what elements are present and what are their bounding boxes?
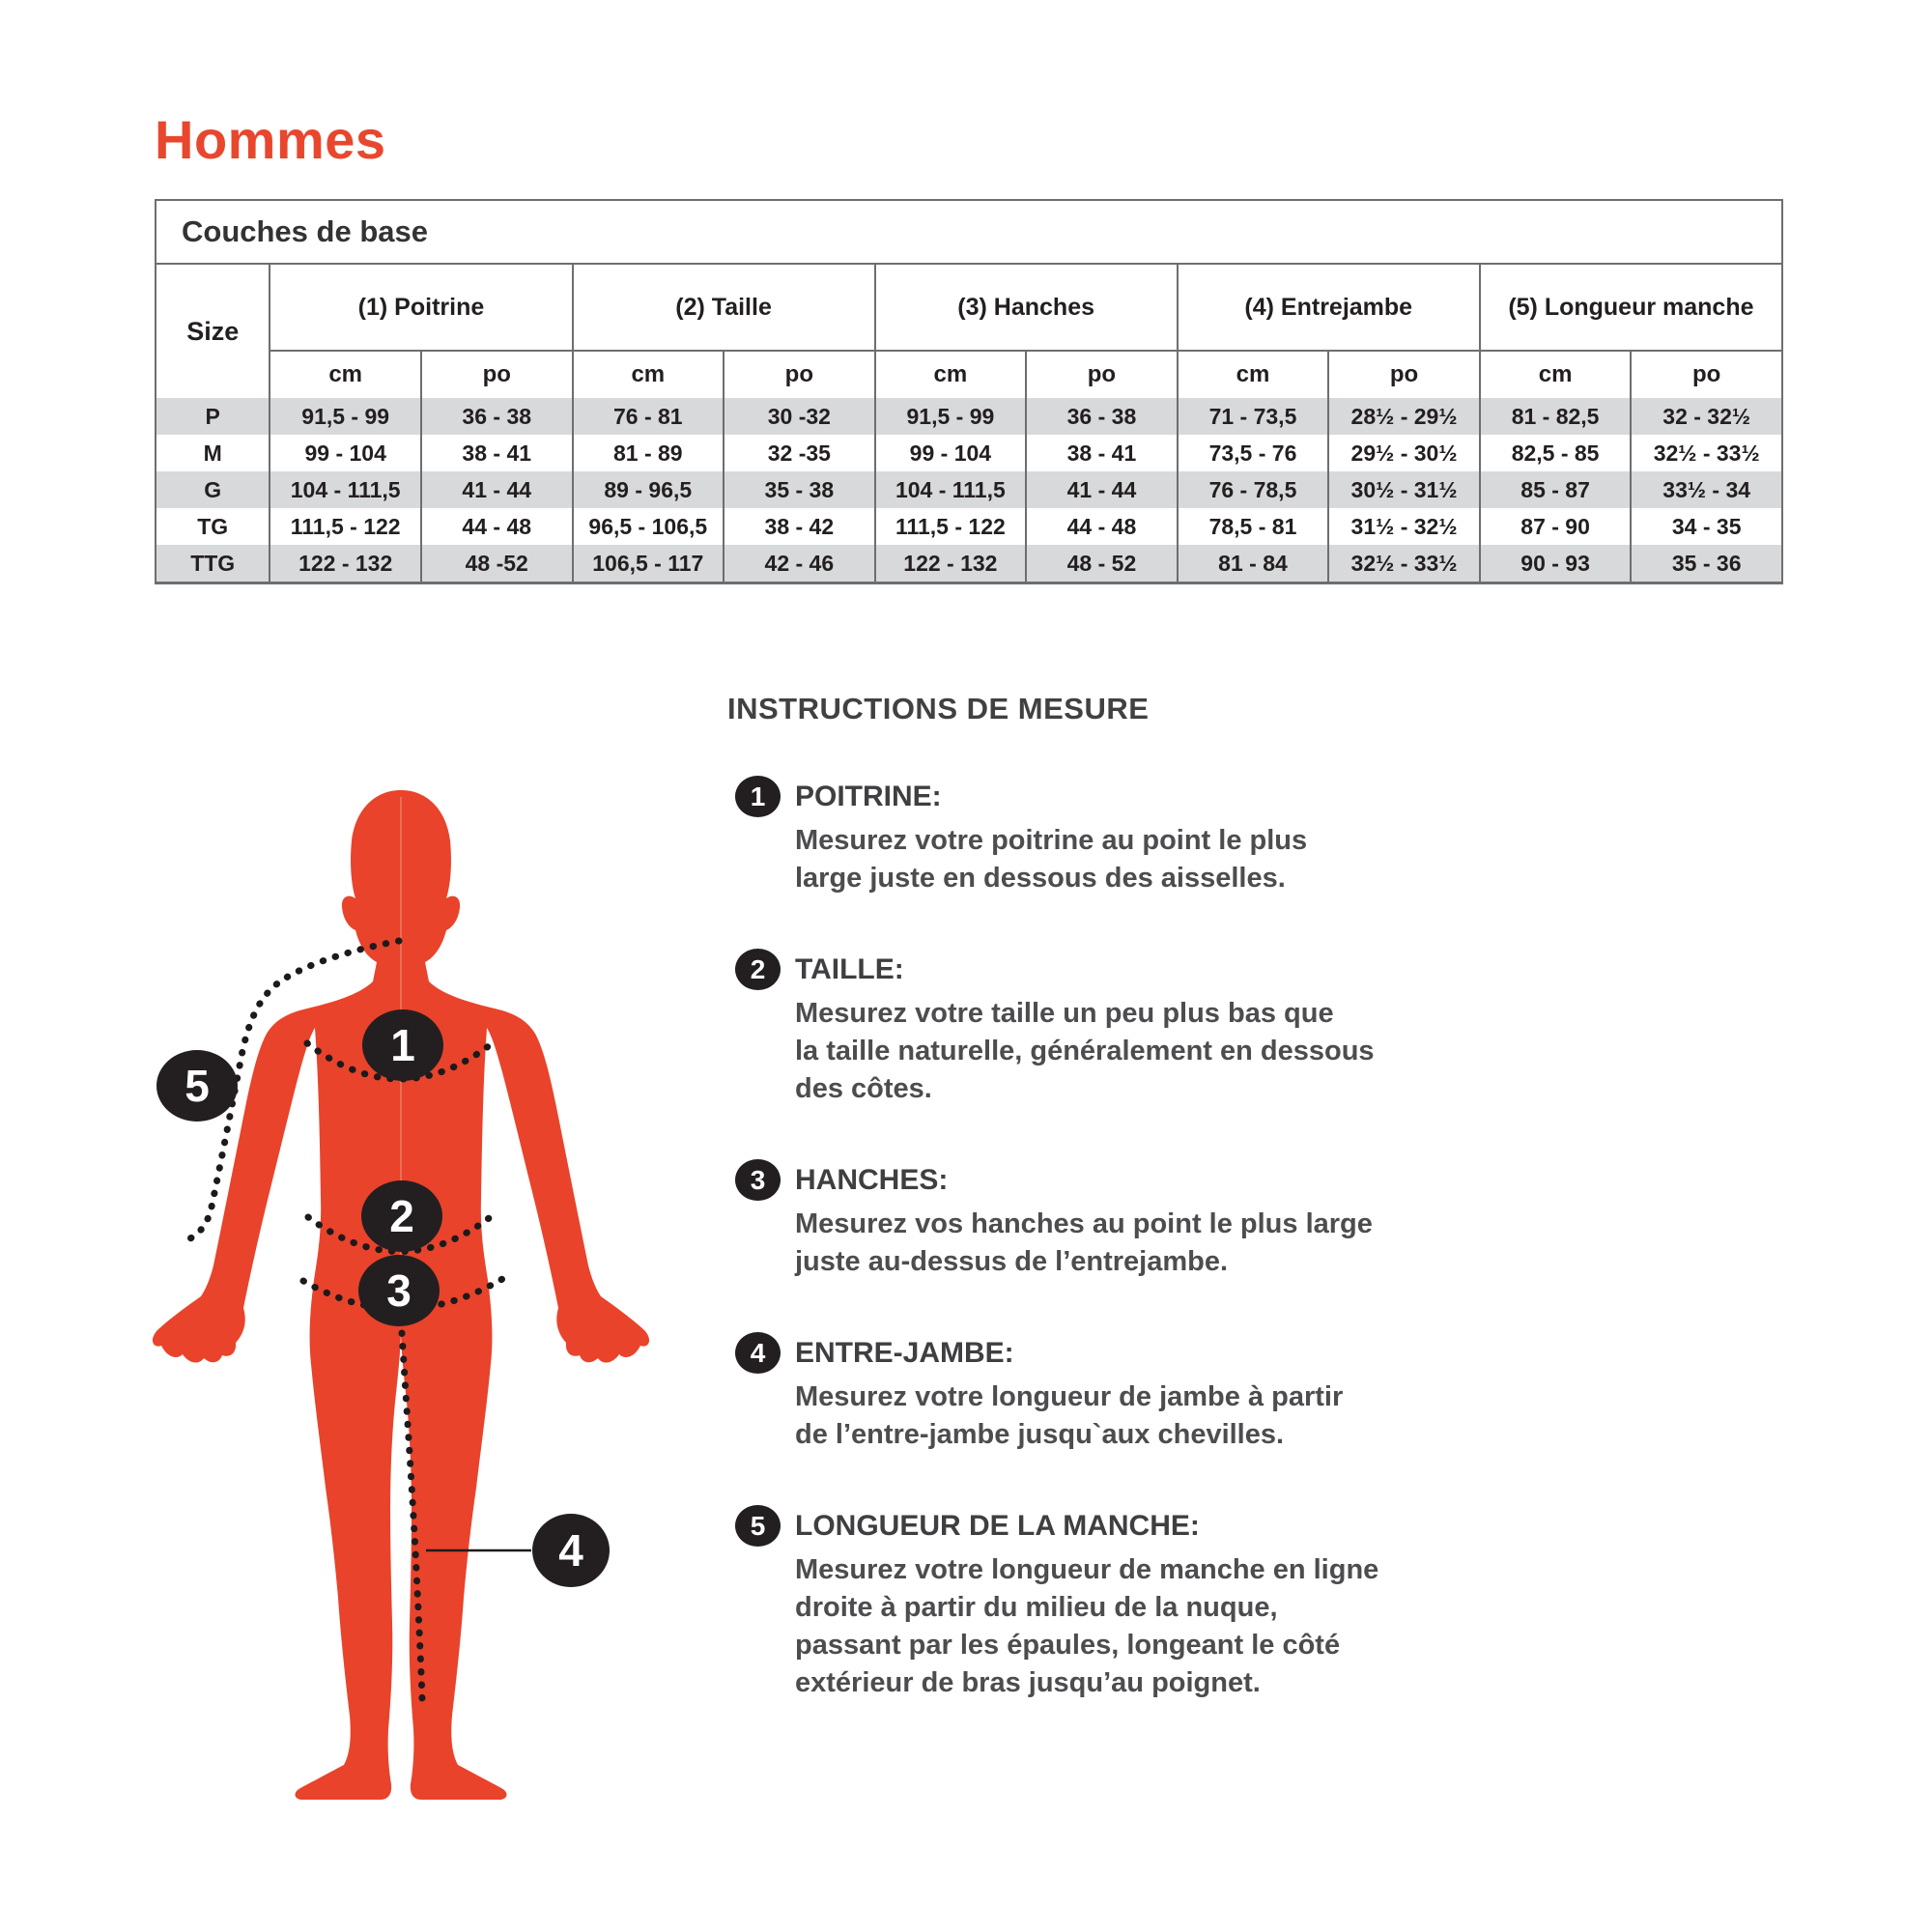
- table-cell: 48 -52: [421, 545, 573, 583]
- diagram-badge-inseam: [532, 1514, 610, 1587]
- table-cell: 106,5 - 117: [573, 545, 724, 583]
- unit-header: po: [1026, 351, 1178, 398]
- instruction-text: extérieur de bras jusqu’au poignet.: [795, 1667, 1261, 1698]
- table-cell: 91,5 - 99: [270, 398, 421, 435]
- table-cell: 32 -35: [724, 435, 875, 471]
- instruction-badge-3: 3: [735, 1159, 781, 1201]
- instruction-title: TAILLE:: [795, 953, 904, 985]
- table-row-p: [156, 398, 1782, 435]
- page-title: Hommes: [155, 109, 386, 170]
- table-cell: 73,5 - 76: [1178, 435, 1329, 471]
- instruction-text: Mesurez votre taille un peu plus bas que: [795, 998, 1334, 1029]
- table-row-m: [156, 435, 1782, 471]
- diagram-badge-hip: [358, 1255, 440, 1326]
- table-cell: 99 - 104: [270, 435, 421, 471]
- table-cell: 32½ - 33½: [1328, 545, 1480, 583]
- group-header-taille: (2) Taille: [573, 264, 875, 351]
- group-header-poitrine: (1) Poitrine: [270, 264, 572, 351]
- table-cell: 34 - 35: [1631, 508, 1782, 545]
- table-cell: 71 - 73,5: [1178, 398, 1329, 435]
- table-cell: 30½ - 31½: [1328, 471, 1480, 508]
- table-cell: 76 - 78,5: [1178, 471, 1329, 508]
- table-cell: 44 - 48: [1026, 508, 1178, 545]
- table-cell: 31½ - 32½: [1328, 508, 1480, 545]
- instruction-text: droite à partir du milieu de la nuque,: [795, 1592, 1278, 1623]
- table-cell: 38 - 41: [421, 435, 573, 471]
- table-cell: 76 - 81: [573, 398, 724, 435]
- diagram-badge-chest: [362, 1009, 443, 1081]
- table-cell: 90 - 93: [1480, 545, 1632, 583]
- table-cell: 122 - 132: [270, 545, 421, 583]
- instruction-badge-4: 4: [735, 1332, 781, 1374]
- instruction-text: passant par les épaules, longeant le côté: [795, 1630, 1341, 1661]
- instruction-text: Mesurez votre longueur de manche en ligne: [795, 1554, 1379, 1585]
- table-cell: 35 - 36: [1631, 545, 1782, 583]
- table-cell: 28½ - 29½: [1328, 398, 1480, 435]
- table-cell: 44 - 48: [421, 508, 573, 545]
- table-cell: 48 - 52: [1026, 545, 1178, 583]
- instruction-text: la taille naturelle, généralement en dessous: [795, 1036, 1375, 1066]
- instruction-item-hanches: [727, 1164, 1626, 1281]
- group-header-hanches: (3) Hanches: [875, 264, 1178, 351]
- unit-header: po: [724, 351, 875, 398]
- instruction-item-entre-jambe: [727, 1337, 1626, 1454]
- svg-text:1: 1: [390, 1020, 415, 1070]
- table-cell: 82,5 - 85: [1480, 435, 1632, 471]
- table-cell: 29½ - 30½: [1328, 435, 1480, 471]
- table-cell: 104 - 111,5: [270, 471, 421, 508]
- instruction-badge-1: 1: [735, 776, 781, 817]
- table-cell: 33½ - 34: [1631, 471, 1782, 508]
- table-cell: 41 - 44: [1026, 471, 1178, 508]
- instruction-text: Mesurez votre longueur de jambe à partir: [795, 1381, 1344, 1412]
- size-label: P: [156, 398, 270, 435]
- table-cell: 122 - 132: [875, 545, 1027, 583]
- size-label: M: [156, 435, 270, 471]
- svg-text:2: 2: [389, 1191, 414, 1241]
- unit-header: cm: [1480, 351, 1632, 398]
- diagram-badge-waist: [361, 1180, 442, 1252]
- table-cell: 81 - 82,5: [1480, 398, 1632, 435]
- instruction-title: POITRINE:: [795, 781, 942, 812]
- instruction-title: ENTRE-JAMBE:: [795, 1337, 1014, 1369]
- instruction-text: large juste en dessous des aisselles.: [795, 863, 1286, 894]
- unit-header: cm: [1178, 351, 1329, 398]
- table-row-tg: [156, 508, 1782, 545]
- table-cell: 36 - 38: [421, 398, 573, 435]
- instruction-text: Mesurez votre poitrine au point le plus: [795, 825, 1308, 856]
- table-group-header-row: [156, 264, 1782, 351]
- unit-header: po: [1328, 351, 1480, 398]
- table-cell: 38 - 42: [724, 508, 875, 545]
- table-row-ttg: [156, 545, 1782, 583]
- table-unit-header-row: [156, 351, 1782, 398]
- instruction-badge-2: 2: [735, 949, 781, 990]
- table-cell: 81 - 84: [1178, 545, 1329, 583]
- table-banner: Couches de base: [155, 199, 1783, 265]
- table-cell: 111,5 - 122: [875, 508, 1027, 545]
- instruction-item-taille: [727, 953, 1626, 1108]
- table-cell: 87 - 90: [1480, 508, 1632, 545]
- instruction-text: Mesurez vos hanches au point le plus large: [795, 1208, 1373, 1239]
- instruction-badge-5: 5: [735, 1505, 781, 1547]
- table-cell: 78,5 - 81: [1178, 508, 1329, 545]
- table-cell: 36 - 38: [1026, 398, 1178, 435]
- unit-header: cm: [573, 351, 724, 398]
- size-label: G: [156, 471, 270, 508]
- instructions-heading: INSTRUCTIONS DE MESURE: [727, 692, 1150, 725]
- table-cell: 32½ - 33½: [1631, 435, 1782, 471]
- instruction-text: des côtes.: [795, 1073, 932, 1104]
- table-cell: 104 - 111,5: [875, 471, 1027, 508]
- unit-header: po: [1631, 351, 1782, 398]
- instruction-item-longueur-manche: [727, 1510, 1626, 1702]
- body-measurement-diagram: [97, 599, 744, 1835]
- unit-header: cm: [875, 351, 1027, 398]
- svg-text:4: 4: [558, 1525, 583, 1576]
- table-cell: 32 - 32½: [1631, 398, 1782, 435]
- table-cell: 89 - 96,5: [573, 471, 724, 508]
- table-row-g: [156, 471, 1782, 508]
- size-chart-table: [155, 263, 1783, 584]
- diagram-badge-sleeve: [156, 1050, 238, 1122]
- size-label: TTG: [156, 545, 270, 583]
- table-cell: 91,5 - 99: [875, 398, 1027, 435]
- table-cell: 96,5 - 106,5: [573, 508, 724, 545]
- measuring-instructions: [727, 692, 1626, 1758]
- svg-text:5: 5: [185, 1061, 210, 1111]
- table-cell: 30 -32: [724, 398, 875, 435]
- unit-header: po: [421, 351, 573, 398]
- instruction-text: de l’entre-jambe jusqu`aux chevilles.: [795, 1419, 1285, 1450]
- table-cell: 41 - 44: [421, 471, 573, 508]
- size-column-header: Size: [156, 264, 270, 398]
- instruction-text: juste au-dessus de l’entrejambe.: [795, 1246, 1229, 1277]
- table-cell: 38 - 41: [1026, 435, 1178, 471]
- table-cell: 111,5 - 122: [270, 508, 421, 545]
- table-cell: 85 - 87: [1480, 471, 1632, 508]
- instruction-item-poitrine: [727, 781, 1626, 897]
- instruction-title: HANCHES:: [795, 1164, 949, 1196]
- instruction-title: LONGUEUR DE LA MANCHE:: [795, 1510, 1200, 1542]
- svg-text:3: 3: [386, 1265, 412, 1316]
- table-cell: 99 - 104: [875, 435, 1027, 471]
- table-cell: 35 - 38: [724, 471, 875, 508]
- table-cell: 42 - 46: [724, 545, 875, 583]
- table-cell: 81 - 89: [573, 435, 724, 471]
- size-label: TG: [156, 508, 270, 545]
- group-header-entrejambe: (4) Entrejambe: [1178, 264, 1480, 351]
- group-header-longueur-manche: (5) Longueur manche: [1480, 264, 1782, 351]
- unit-header: cm: [270, 351, 421, 398]
